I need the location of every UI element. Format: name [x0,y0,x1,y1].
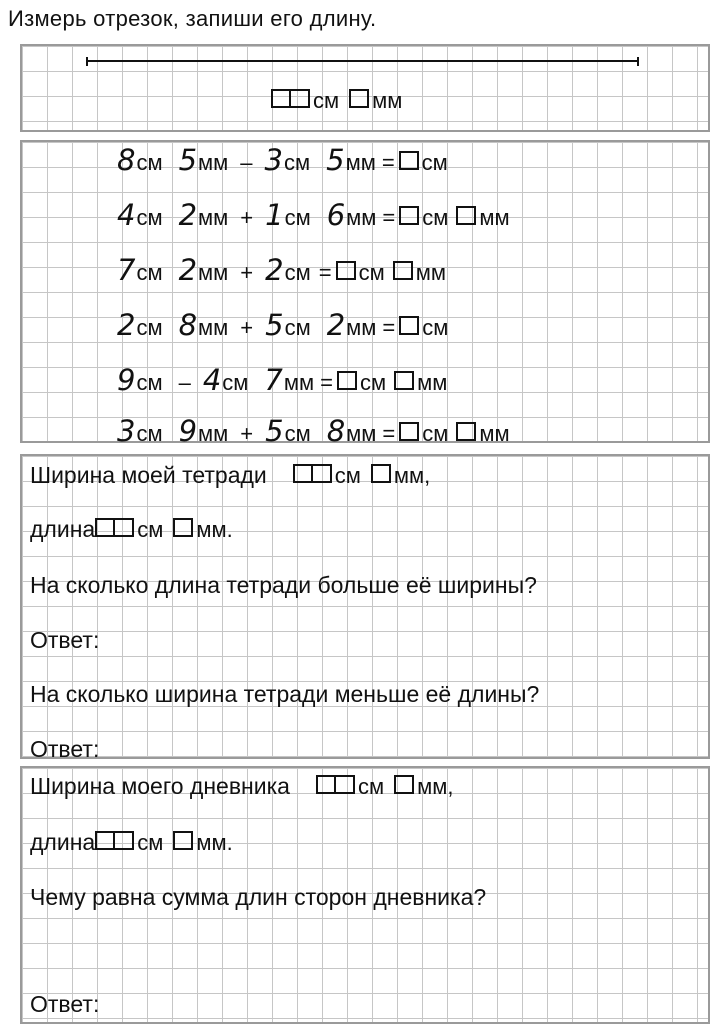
equation-row [117,363,463,397]
eq-unit: мм [346,205,377,230]
notebook-answer-1[interactable]: Ответ: [30,627,100,653]
cm-unit: см [137,517,164,542]
answer-box[interactable] [456,422,476,441]
eq-equals: = [318,260,332,285]
eq-unit: см [136,421,163,446]
equations-grid [20,140,710,443]
equation-row [117,308,464,342]
equation-row [117,198,526,232]
equation-row [117,253,462,287]
notebook-question-2: На сколько ширина тетради меньше её длины? [30,681,540,707]
cm-answer-box[interactable] [271,89,310,108]
eq-unit: см [284,205,311,230]
eq-equals: = [382,421,396,446]
eq-number: 3 [117,414,136,448]
eq-unit: мм [417,370,448,395]
eq-number: 7 [264,363,283,397]
eq-equals: = [381,150,395,175]
eq-unit: мм [283,370,315,395]
eq-operator: + [240,205,254,230]
eq-number: 7 [117,253,136,287]
eq-unit: мм [415,260,446,285]
eq-number: 2 [265,253,284,287]
eq-number: 9 [117,363,136,397]
cm-answer-box[interactable] [95,831,134,850]
eq-unit: мм [198,315,229,340]
notebook-width-row [30,462,446,489]
eq-number: 9 [178,414,198,448]
eq-unit: см [222,370,249,395]
mm-answer-box[interactable] [394,775,414,794]
eq-number: 8 [117,143,136,177]
eq-number: 3 [264,143,283,177]
eq-unit: см [421,150,448,175]
eq-unit: см [359,370,387,395]
answer-box[interactable] [399,151,419,170]
mm-answer-box[interactable] [349,89,369,108]
eq-number: 5 [265,308,284,342]
mm-answer-box[interactable] [173,518,193,537]
eq-number: 5 [265,414,284,448]
answer-box[interactable] [394,371,414,390]
answer-box[interactable] [399,422,419,441]
diary-width-label: Ширина моего дневника [30,773,290,799]
notebook-width-label: Ширина моей тетради [30,462,267,488]
notebook-question-1: На сколько длина тетради больше её ширины? [30,572,537,598]
cm-unit: см [137,830,164,855]
eq-unit: см [422,205,449,230]
cm-answer-box[interactable] [95,518,134,537]
eq-unit: см [284,315,311,340]
eq-equals: = [320,370,333,395]
eq-equals: = [382,205,396,230]
eq-operator: – [178,370,191,395]
mm-unit: мм. [196,830,233,855]
mm-answer-box[interactable] [173,831,193,850]
answer-box[interactable] [337,371,357,390]
eq-number: 5 [178,143,198,177]
eq-unit: см [136,370,163,395]
mm-unit: мм, [417,774,454,799]
diary-length-label: длина [30,829,96,855]
equation-row [117,143,464,177]
answer-box[interactable] [393,261,413,280]
eq-unit: см [136,150,163,175]
cm-unit: см [313,88,340,113]
answer-box[interactable] [336,261,356,280]
notebook-length-label: длина [30,516,96,542]
answer-box[interactable] [399,206,419,225]
eq-operator: – [240,150,253,175]
eq-number: 8 [178,308,198,342]
eq-number: 6 [326,198,346,232]
eq-unit: мм [198,421,229,446]
eq-unit: см [358,260,385,285]
notebook-grid [20,454,710,759]
eq-unit: мм [345,150,376,175]
eq-unit: см [422,315,449,340]
diary-width-row [30,773,469,800]
eq-unit: см [422,421,449,446]
mm-unit: мм. [196,517,233,542]
eq-unit: мм [346,315,377,340]
mm-unit: мм [372,88,403,113]
eq-unit: см [136,205,163,230]
eq-operator: + [240,315,254,340]
diary-question: Чему равна сумма длин сторон дневника? [30,884,487,910]
diary-length-row [30,829,249,856]
eq-unit: см [136,260,163,285]
cm-unit: см [334,463,361,488]
diary-answer[interactable]: Ответ: [30,991,100,1017]
eq-unit: см [284,260,311,285]
eq-unit: см [283,150,311,175]
notebook-length-row [30,516,249,543]
eq-number: 2 [326,308,346,342]
eq-number: 2 [178,253,198,287]
eq-number: 8 [326,414,346,448]
task-title: Измерь отрезок, запиши его длину. [8,6,377,31]
eq-equals: = [382,315,396,340]
eq-number: 1 [265,198,284,232]
measure-segment [86,60,639,62]
eq-unit: мм [198,205,229,230]
mm-unit: мм, [393,463,431,488]
cm-answer-box[interactable] [293,464,332,483]
eq-operator: + [240,421,254,446]
eq-number: 2 [178,198,198,232]
mm-answer-box[interactable] [371,464,391,483]
eq-number: 2 [117,308,136,342]
eq-unit: мм [198,150,229,175]
eq-number: 5 [326,143,345,177]
eq-unit: см [136,315,163,340]
answer-box[interactable] [399,316,419,335]
eq-unit: см [284,421,311,446]
cm-unit: см [357,774,385,799]
eq-number: 4 [202,363,222,397]
equation-row [117,414,526,448]
notebook-answer-2[interactable]: Ответ: [30,736,100,762]
measure-answer-row [271,88,418,114]
eq-operator: + [240,260,254,285]
eq-unit: мм [346,421,377,446]
eq-number: 4 [117,198,136,232]
eq-unit: мм [479,421,510,446]
answer-box[interactable] [456,206,476,225]
eq-unit: мм [479,205,510,230]
eq-unit: мм [198,260,229,285]
cm-answer-box[interactable] [316,775,355,794]
